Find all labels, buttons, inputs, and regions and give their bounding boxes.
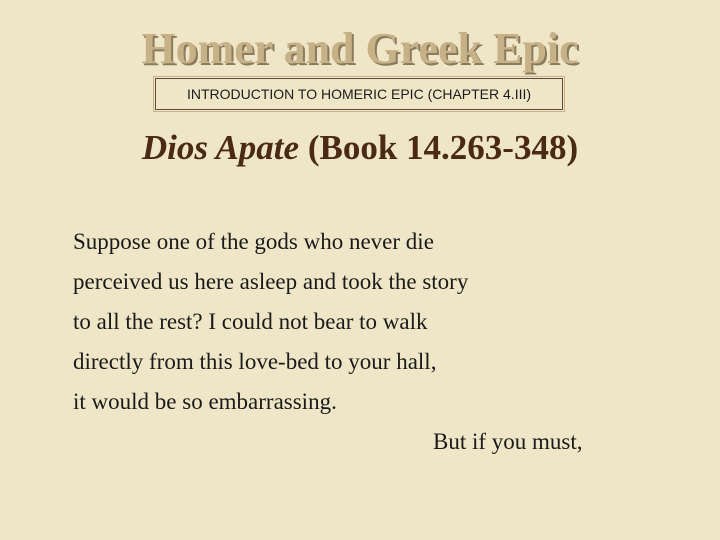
slide-title: Homer and Greek Epic	[141, 24, 579, 73]
poem-line: directly from this love-bed to your hall,	[73, 349, 437, 374]
poem-line: to all the rest? I could not bear to walk	[73, 309, 428, 334]
poem-line: it would be so embarrassing.	[73, 389, 337, 414]
section-heading	[0, 126, 720, 170]
poem-line: But if you must,	[433, 429, 583, 454]
poem-line: Suppose one of the gods who never die	[73, 229, 434, 254]
heading-book-reference: (Book 14.263-348)	[299, 128, 579, 167]
chapter-subtitle: INTRODUCTION TO HOMERIC EPIC (CHAPTER 4.III)	[155, 78, 563, 110]
heading-italic-title: Dios Apate	[141, 128, 300, 167]
poem-line: perceived us here asleep and took the story	[73, 269, 469, 294]
poem-passage	[73, 222, 673, 462]
